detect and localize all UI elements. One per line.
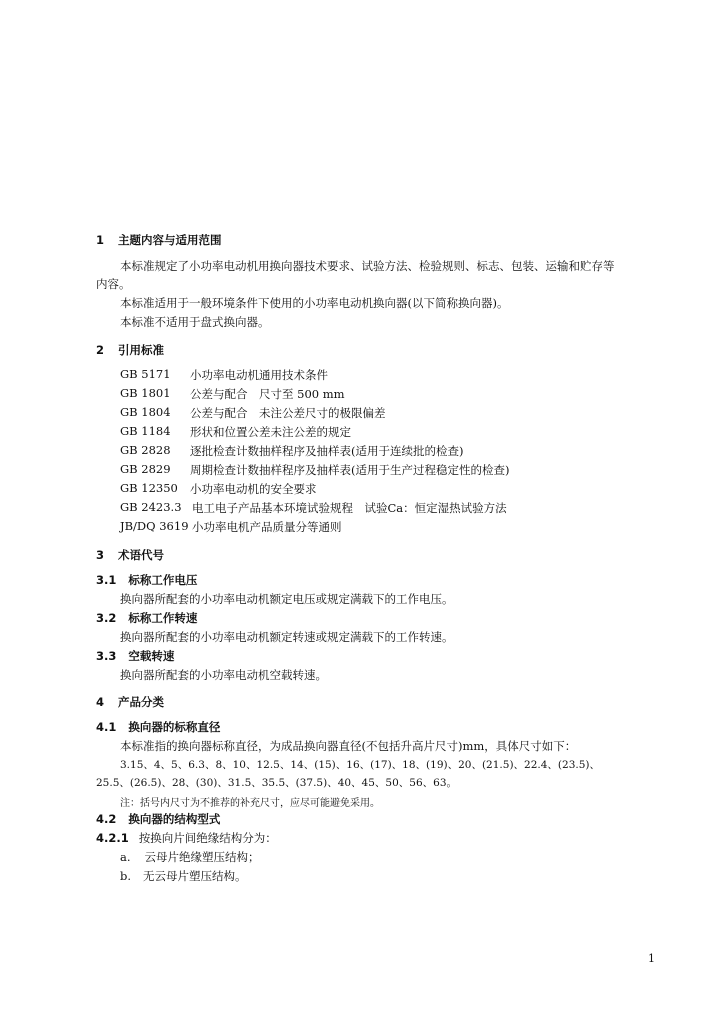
paragraph: 换向器所配套的小功率电动机额定转速或规定满载下的工作转速。 <box>120 630 454 644</box>
list-text: 云母片绝缘塑压结构； <box>144 850 260 864</box>
section-title: 主题内容与适用范围 <box>118 233 222 247</box>
subsection-heading <box>96 648 174 664</box>
reference-code: GB 2829 <box>120 462 171 476</box>
size-list: 25.5、(26.5)、28、(30)、31.5、35.5、(37.5)、40、45、50、56、63。 <box>96 777 457 789</box>
paragraph: 换向器所配套的小功率电动机空载转速。 <box>120 668 327 682</box>
section-1-heading <box>96 232 222 248</box>
paragraph: 本标准指的换向器标称直径，为成品换向器直径(不包括升高片尺寸)mm，具体尺寸如下： <box>120 739 577 753</box>
reference-code: JB/DQ 3619 <box>120 519 189 533</box>
reference-code: GB 12350 <box>120 481 178 495</box>
reference-code: GB 1804 <box>120 405 171 419</box>
section-number: 4 <box>96 695 105 709</box>
paragraph: 内容。 <box>96 277 131 291</box>
section-3-heading <box>96 547 164 563</box>
list-text: 无云母片塑压结构。 <box>143 869 247 883</box>
reference-code: GB 5171 <box>120 367 171 381</box>
subsection-number: 3.1 <box>96 573 117 587</box>
section-title: 引用标准 <box>118 343 165 357</box>
section-4-heading <box>96 694 164 710</box>
section-number: 2 <box>96 343 105 357</box>
reference-title: 小功率电动机通用技术条件 <box>190 368 328 382</box>
clause-text: 按换向片间绝缘结构分为： <box>138 831 277 845</box>
reference-title: 逐批检查计数抽样程序及抽样表(适用于连续批的检查) <box>190 444 464 458</box>
note: 注：括号内尺寸为不推荐的补充尺寸，应尽可能避免采用。 <box>120 798 380 809</box>
section-2-heading <box>96 342 164 358</box>
reference-code: GB 1801 <box>120 386 171 400</box>
section-title: 术语代号 <box>118 548 165 562</box>
subsection-title: 标称工作电压 <box>128 573 198 587</box>
list-marker: b. <box>120 869 132 883</box>
section-number: 3 <box>96 548 105 562</box>
subsection-heading <box>96 811 220 827</box>
section-number: 1 <box>96 233 105 247</box>
subsection-title: 换向器的结构型式 <box>128 812 221 826</box>
reference-code: GB 1184 <box>120 424 171 438</box>
clause <box>96 830 277 846</box>
subsection-number: 3.2 <box>96 611 117 625</box>
reference-title: 小功率电机产品质量分等通则 <box>192 520 342 534</box>
reference-title: 电工电子产品基本环境试验规程 试验Ca：恒定湿热试验方法 <box>192 501 507 515</box>
reference-title: 周期检查计数抽样程序及抽样表(适用于生产过程稳定性的检查) <box>190 463 510 477</box>
clause-number: 4.2.1 <box>96 831 129 845</box>
subsection-heading <box>96 719 220 735</box>
subsection-number: 4.1 <box>96 720 117 734</box>
subsection-title: 换向器的标称直径 <box>128 720 221 734</box>
size-list: 3.15、4、5、6.3、8、10、12.5、14、(15)、16、(17)、18、(19)、20、(21.5)、22.4、(23.5)、 <box>120 759 600 771</box>
subsection-number: 3.3 <box>96 649 117 663</box>
list-item <box>120 868 247 884</box>
paragraph: 本标准适用于一般环境条件下使用的小功率电动机换向器(以下简称换向器)。 <box>120 296 509 310</box>
section-title: 产品分类 <box>118 695 165 709</box>
page-number: 1 <box>648 952 655 965</box>
reference-title: 公差与配合 尺寸至 500 mm <box>190 387 345 401</box>
paragraph: 本标准不适用于盘式换向器。 <box>120 315 270 329</box>
reference-title: 公差与配合 未注公差尺寸的极限偏差 <box>190 406 386 420</box>
subsection-title: 标称工作转速 <box>128 611 198 625</box>
paragraph: 本标准规定了小功率电动机用换向器技术要求、试验方法、检验规则、标志、包装、运输和贮存等 <box>120 259 615 273</box>
reference-title: 形状和位置公差未注公差的规定 <box>190 425 351 439</box>
reference-title: 小功率电动机的安全要求 <box>190 482 317 496</box>
paragraph: 换向器所配套的小功率电动机额定电压或规定满载下的工作电压。 <box>120 592 454 606</box>
list-item <box>120 849 260 865</box>
list-marker: a. <box>120 850 131 864</box>
subsection-heading <box>96 572 197 588</box>
subsection-heading <box>96 610 197 626</box>
reference-code: GB 2423.3 <box>120 500 182 514</box>
subsection-number: 4.2 <box>96 812 117 826</box>
subsection-title: 空载转速 <box>128 649 175 663</box>
reference-code: GB 2828 <box>120 443 171 457</box>
